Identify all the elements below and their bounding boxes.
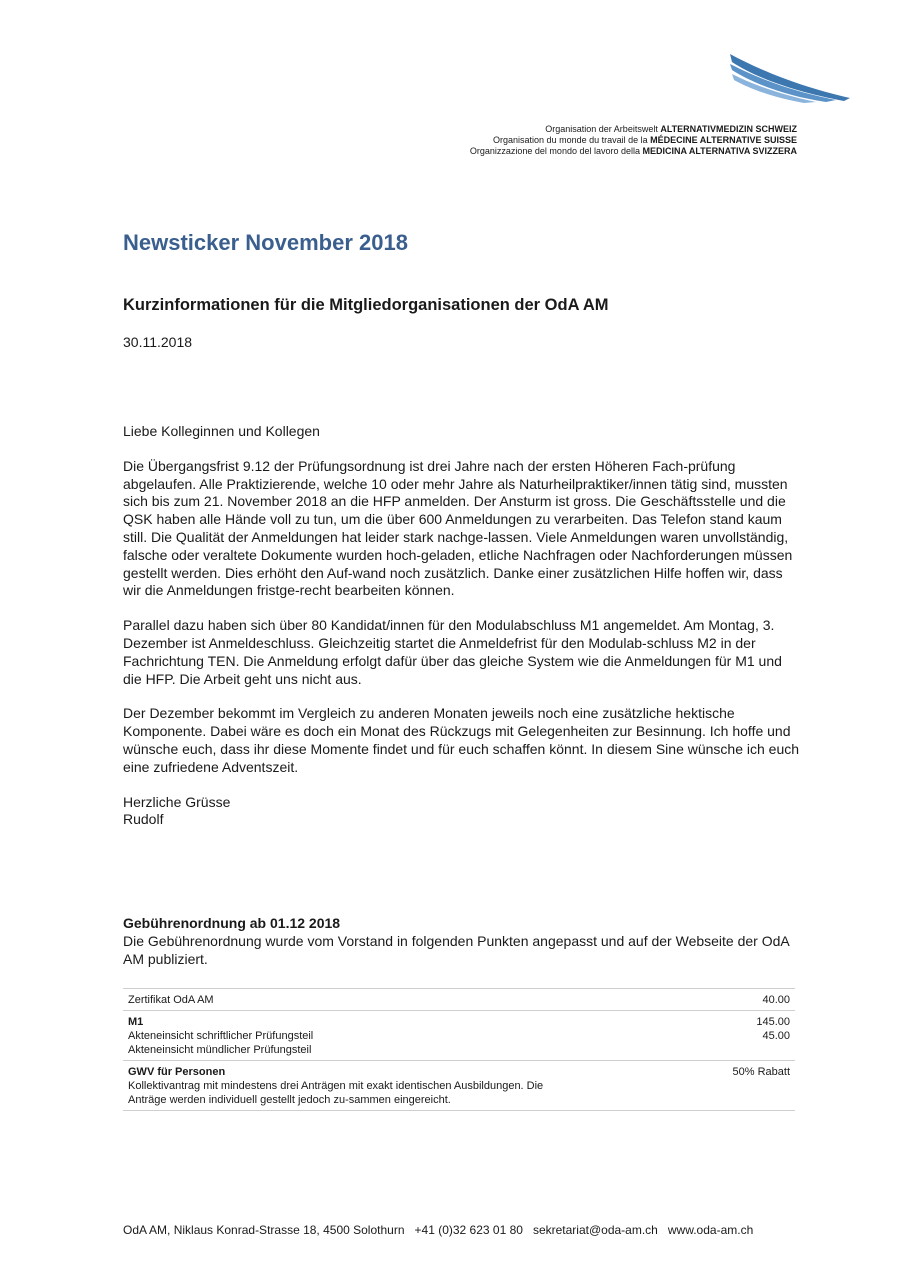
footer-address: OdA AM, Niklaus Konrad-Strasse 18, 4500 Solothurn bbox=[123, 1223, 405, 1237]
signature: Rudolf bbox=[123, 811, 164, 828]
fees-heading: Gebührenordnung ab 01.12 2018 bbox=[123, 915, 341, 931]
paragraph: Der Dezember bekommt im Vergleich zu anderen Monaten jeweils noch eine zusätzliche hektische Komponente. Dabei wäre es doch ein Monat des Rückzugs mit Gelegenheiten zur Besinnung. Ich hoffe und wünsche euch, dass ihr diese Momente findet und für euch schaffen könnt. In diesem Sine wünsche ich euch eine zufriedene Adventszeit. bbox=[123, 705, 800, 775]
fee-sub-label: Kollektivantrag mit mindestens drei Anträgen mit exakt identischen Ausbildungen. Die Anträge werden individuell gestellt jedoch zu-sammen eingereicht. bbox=[128, 1080, 544, 1106]
org-line-fr: Organisation du monde du travail de la MÉDECINE ALTERNATIVE SUISSE bbox=[493, 135, 797, 145]
footer-email[interactable]: sekretariat@oda-am.ch bbox=[532, 1223, 658, 1237]
table-row bbox=[123, 1010, 795, 1060]
fee-label: M1 bbox=[128, 1016, 144, 1028]
paragraph: Die Übergangsfrist 9.12 der Prüfungsordnung ist drei Jahre nach der ersten Höheren Fach-prüfung abgelaufen. Alle Praktizierende, welche 10 oder mehr Jahre als Naturheilpraktiker/innen tätig sind, mussten sich bis zum 21. November 2018 an die HFP anmelden. Der Ansturm ist gross. Die Geschäftsstelle und die QSK haben alle Hände voll zu tun, um die über 600 Anmeldungen zu verarbeiten. Das Telefon stand kaum still. Die Qualität der Anmeldungen hat leider stark nachge-lassen. Viele Anmeldungen waren unvollständig, falsche oder veraltete Dokumente wurden hoch-geladen, etliche Nachfragen oder Nachforderungen müssen gestellt werden. Dies erhöht den Auf-wand noch zusätzlich. Danke einer zusätzlichen Hilfe hoffen wir, dass wir die Anmeldungen fristge-recht bearbeiten können. bbox=[123, 457, 793, 599]
fee-label: Zertifikat OdA AM bbox=[128, 994, 214, 1006]
paragraph: Parallel dazu haben sich über 80 Kandidat/innen für den Modulabschluss M1 angemeldet. Am Montag, 3. Dezember ist Anmeldeschluss. Gleichzeitig startet die Anmeldefrist für den Modulab-schluss M2 in der Fachrichtung TEN. Die Anmeldung erfolgt dafür über das gleiche System wie die Anmeldungen für M1 und die HFP. Die Arbeit geht uns nicht aus. bbox=[123, 617, 782, 687]
fees-table bbox=[123, 988, 795, 1111]
fee-sub-label: Akteneinsicht mündlicher Prüfungsteil bbox=[128, 1044, 312, 1056]
fee-sub-value: 45.00 bbox=[762, 1030, 790, 1042]
table-row bbox=[123, 988, 795, 1010]
greeting: Liebe Kolleginnen und Kollegen bbox=[123, 423, 320, 439]
fee-value: 145.00 bbox=[756, 1016, 790, 1028]
document-title: Newsticker November 2018 bbox=[123, 230, 408, 255]
oda-am-logo-icon bbox=[726, 48, 850, 104]
footer-phone: +41 (0)32 623 01 80 bbox=[414, 1223, 523, 1237]
fee-label: GWV für Personen bbox=[128, 1066, 226, 1078]
table-row bbox=[123, 1060, 795, 1111]
fee-sub-label: Akteneinsicht schriftlicher Prüfungsteil bbox=[128, 1030, 314, 1042]
closing: Herzliche Grüsse bbox=[123, 793, 231, 810]
organization-block bbox=[470, 124, 797, 157]
footer-web[interactable]: www.oda-am.ch bbox=[667, 1223, 754, 1237]
org-line-it: Organizzazione del mondo del lavoro della MEDICINA ALTERNATIVA SVIZZERA bbox=[469, 146, 797, 156]
fees-intro: Die Gebührenordnung wurde vom Vorstand in folgenden Punkten angepasst und auf der Webseite der OdA AM publiziert. bbox=[123, 933, 789, 967]
document-date: 30.11.2018 bbox=[123, 334, 193, 350]
org-line-de: Organisation der Arbeitswelt ALTERNATIVMEDIZIN SCHWEIZ bbox=[545, 124, 797, 134]
letter-body bbox=[123, 423, 803, 829]
document-subtitle: Kurzinformationen für die Mitgliedorganisationen der OdA AM bbox=[123, 296, 609, 314]
footer-contact bbox=[123, 1223, 753, 1237]
fee-value: 50% Rabatt bbox=[732, 1066, 790, 1078]
fee-value: 40.00 bbox=[762, 994, 790, 1006]
